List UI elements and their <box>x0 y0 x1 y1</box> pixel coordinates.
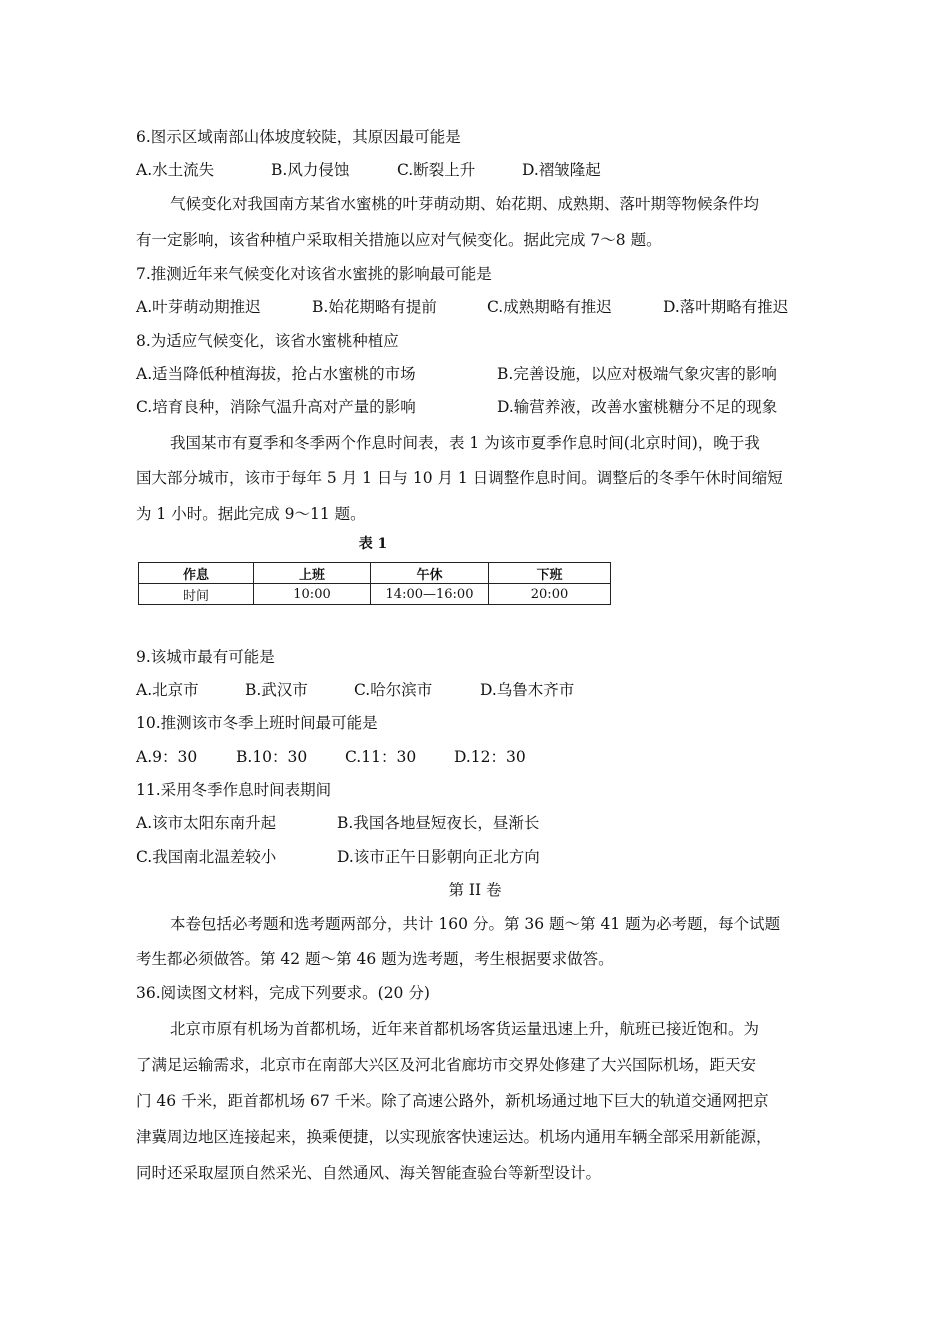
q6-option-c: C.断裂上升 <box>397 161 476 179</box>
q36-paragraph-line4: 津冀周边地区连接起来，换乘便捷，以实现旅客快速运达。机场内通用车辆全部采用新能源， <box>136 1128 772 1146</box>
table-header-cell: 下班 <box>489 563 611 584</box>
passage1-line1: 气候变化对我国南方某省水蜜桃的叶芽萌动期、始花期、成熟期、落叶期等物候条件均 <box>170 195 760 213</box>
schedule-table <box>138 562 611 605</box>
table-cell: 14:00—16:00 <box>371 584 489 605</box>
q7-option-b: B.始花期略有提前 <box>312 298 437 316</box>
table-header-cell: 作息 <box>139 563 254 584</box>
q9-option-b: B.武汉市 <box>245 681 308 699</box>
q9-option-d: D.乌鲁木齐市 <box>480 681 575 699</box>
q36-paragraph-line3: 门 46 千米，距首都机场 67 千米。除了高速公路外，新机场通过地下巨大的轨道交通网把京 <box>136 1092 769 1110</box>
table-row <box>139 584 611 605</box>
passage1-line2: 有一定影响，该省种植户采取相关措施以应对气候变化。据此完成 7～8 题。 <box>136 231 662 249</box>
q10-stem: 10.推测该市冬季上班时间最可能是 <box>136 714 378 732</box>
table-header-cell: 午休 <box>371 563 489 584</box>
q7-option-d: D.落叶期略有推迟 <box>663 298 789 316</box>
q10-option-d: D.12：30 <box>454 748 526 766</box>
q11-option-b: B.我国各地昼短夜长，昼渐长 <box>337 814 540 832</box>
q7-stem: 7.推测近年来气候变化对该省水蜜挑的影响最可能是 <box>136 265 492 283</box>
q7-option-c: C.成熟期略有推迟 <box>487 298 612 316</box>
q6-option-a: A.水土流失 <box>136 161 215 179</box>
passage2-line3: 为 1 小时。据此完成 9～11 题。 <box>136 505 366 523</box>
q10-option-a: A.9：30 <box>136 748 198 766</box>
q8-option-a: A.适当降低种植海拔，抢占水蜜桃的市场 <box>136 365 416 383</box>
q6-option-d: D.褶皱隆起 <box>522 161 601 179</box>
q36-paragraph-line1: 北京市原有机场为首都机场，近年来首都机场客货运量迅速上升，航班已接近饱和。为 <box>170 1020 760 1038</box>
q36-stem: 36.阅读图文材料，完成下列要求。(20 分) <box>136 984 430 1002</box>
q10-option-c: C.11：30 <box>345 748 417 766</box>
q11-option-d: D.该市正午日影朝向正北方向 <box>337 848 540 866</box>
table-header-row <box>139 563 611 584</box>
table-caption: 表 1 <box>358 536 388 552</box>
table-header-cell: 上班 <box>254 563 371 584</box>
q8-option-c: C.培育良种，消除气温升高对产量的影响 <box>136 398 416 416</box>
q8-option-d: D.输营养液，改善水蜜桃糖分不足的现象 <box>497 398 778 416</box>
q7-option-a: A.叶芽萌动期推迟 <box>136 298 261 316</box>
q10-option-b: B.10：30 <box>236 748 308 766</box>
q8-stem: 8.为适应气候变化，该省水蜜桃种植应 <box>136 332 399 350</box>
table-cell: 时间 <box>139 584 254 605</box>
q36-paragraph-line5: 同时还采取屋顶自然采光、自然通风、海关智能查验台等新型设计。 <box>136 1164 602 1182</box>
section-title: 第 II 卷 <box>448 881 502 899</box>
table-cell: 10:00 <box>254 584 371 605</box>
q6-option-b: B.风力侵蚀 <box>271 161 350 179</box>
table-cell: 20:00 <box>489 584 611 605</box>
passage2-line2: 国大部分城市，该市于每年 5 月 1 日与 10 月 1 日调整作息时间。调整后的冬季午休时间缩短 <box>136 469 783 487</box>
q11-option-a: A.该市太阳东南升起 <box>136 814 277 832</box>
q9-stem: 9.该城市最有可能是 <box>136 648 275 666</box>
q6-stem: 6.图示区域南部山体坡度较陡，其原因最可能是 <box>136 128 461 146</box>
q9-option-c: C.哈尔滨市 <box>354 681 433 699</box>
q11-option-c: C.我国南北温差较小 <box>136 848 277 866</box>
section2-line2: 考生都必须做答。第 42 题～第 46 题为选考题，考生根据要求做答。 <box>136 950 614 968</box>
q11-stem: 11.采用冬季作息时间表期间 <box>136 781 332 799</box>
section2-line1: 本卷包括必考题和选考题两部分，共计 160 分。第 36 题～第 41 题为必考题，每个试题 <box>170 915 781 933</box>
q8-option-b: B.完善设施，以应对极端气象灾害的影响 <box>497 365 777 383</box>
q36-paragraph-line2: 了满足运输需求，北京市在南部大兴区及河北省廊坊市交界处修建了大兴国际机场，距天安 <box>136 1056 757 1074</box>
passage2-line1: 我国某市有夏季和冬季两个作息时间表，表 1 为该市夏季作息时间(北京时间)，晚于我 <box>170 434 760 452</box>
q9-option-a: A.北京市 <box>136 681 199 699</box>
